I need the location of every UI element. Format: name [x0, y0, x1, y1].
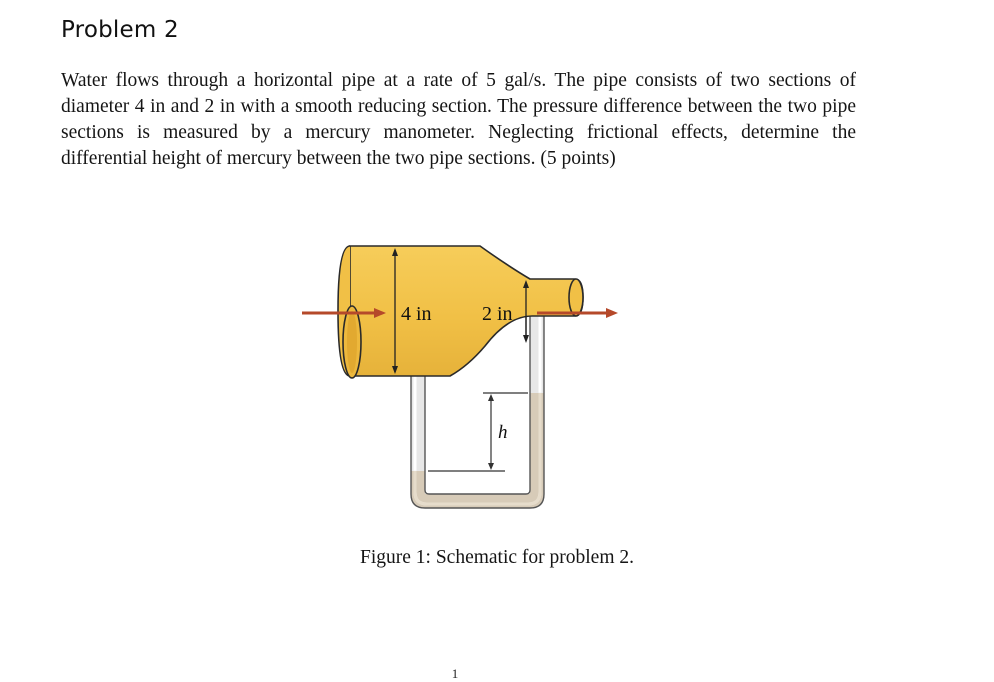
page-number: 1 — [451, 666, 459, 681]
problem-statement: Water flows through a horizontal pipe at a rate of 5 gal/s. The pipe consists of two sections of diameter 4 in and 2 in with a smooth reducing section. The pressure difference between the two pipe sections is measured by a mercury manometer. Neglecting frictional effects, determine the differential height of mercury between the two pipe sections. (5 points) — [61, 70, 856, 169]
label-h: h — [498, 422, 508, 443]
mercury-column — [411, 393, 544, 508]
height-indicator — [428, 393, 528, 471]
label-4-in: 4 in — [401, 303, 432, 325]
outlet-opening — [569, 279, 583, 316]
pipe-manometer-diagram — [290, 236, 630, 516]
label-2-in: 2 in — [482, 303, 513, 325]
problem-heading: Problem 2 — [61, 17, 179, 43]
schematic-figure — [290, 236, 630, 516]
figure-caption: Figure 1: Schematic for problem 2. — [359, 547, 635, 568]
